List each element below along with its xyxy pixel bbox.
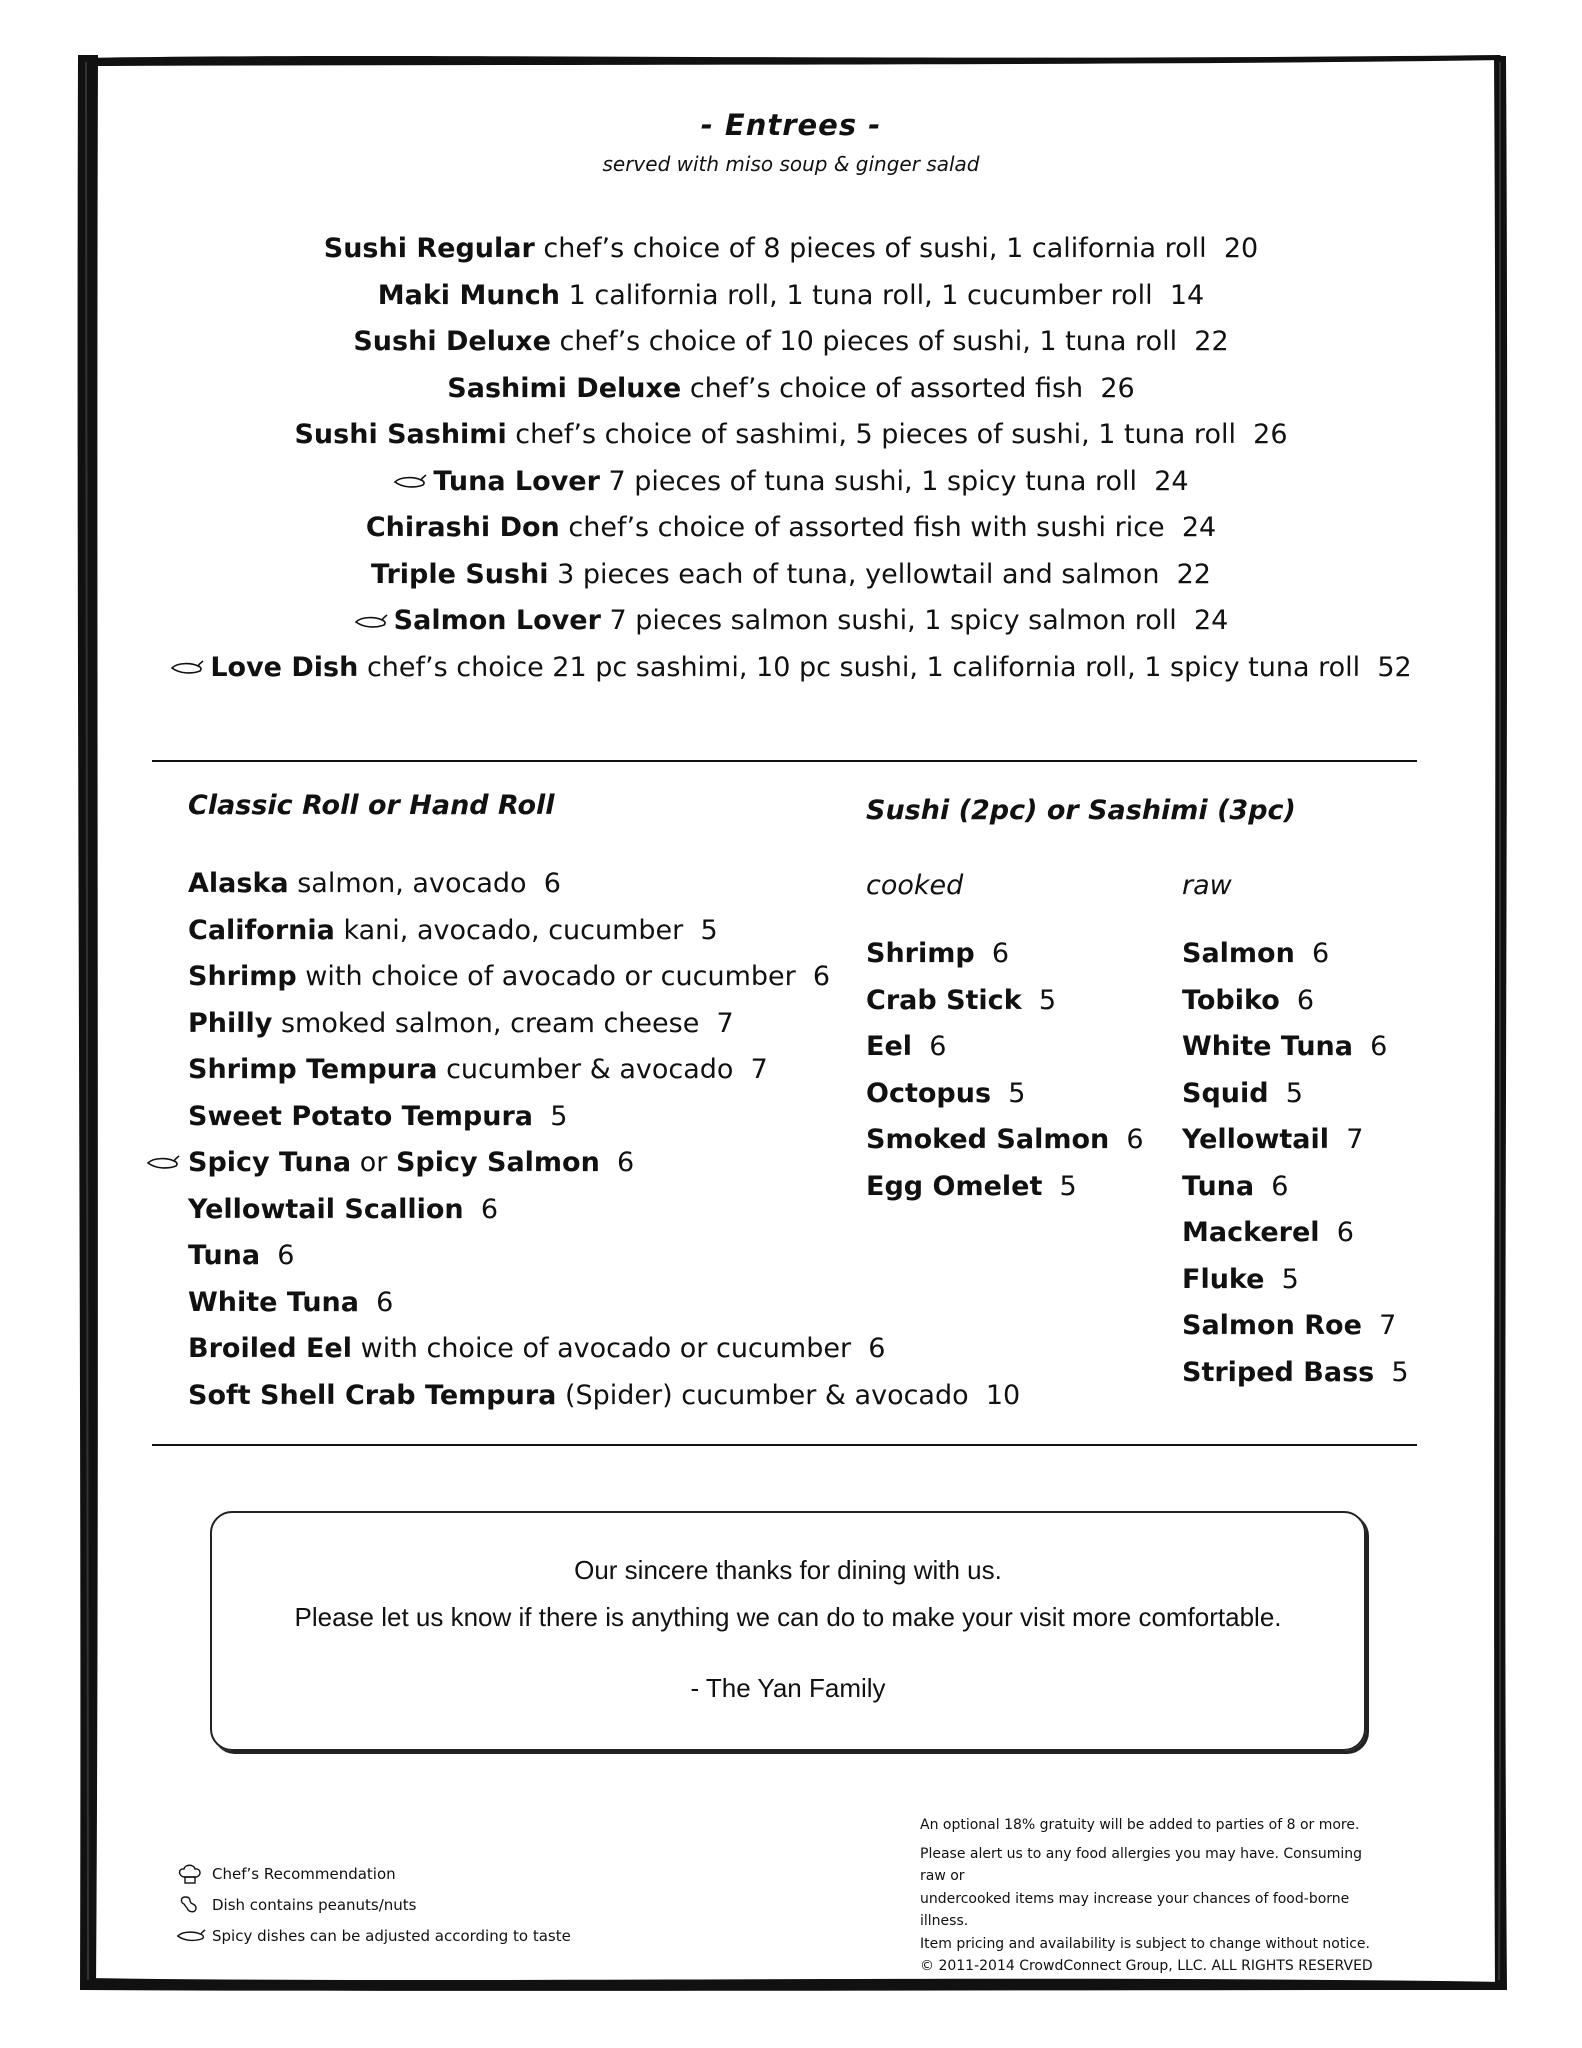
item-name: Yellowtail — [1182, 1124, 1330, 1155]
entree-desc: 3 pieces each of tuna, yellowtail and salmon — [557, 558, 1160, 590]
entree-desc: 1 california roll, 1 tuna roll, 1 cucumber roll — [568, 279, 1153, 311]
entree-price: 22 — [1176, 558, 1211, 590]
item-price: 7 — [1346, 1124, 1364, 1155]
roll-desc: salmon, avocado — [297, 868, 527, 899]
roll-desc: smoked salmon, cream cheese — [280, 1007, 700, 1039]
legend-label: Dish contains peanuts/nuts — [212, 1895, 417, 1914]
list-item — [1182, 1117, 1409, 1164]
entree-desc: chef’s choice 21 pc sashimi, 10 pc sushi, 1 california roll, 1 spicy tuna roll — [366, 651, 1361, 683]
legend-item — [176, 1889, 571, 1920]
roll-name: Philly — [188, 1007, 273, 1039]
roll-price: 6 — [617, 1147, 635, 1178]
entree-name: Triple Sushi — [371, 558, 549, 590]
entree-price: 24 — [1193, 605, 1229, 636]
roll-name-alt: Spicy Salmon — [395, 1147, 600, 1178]
roll-name: Shrimp Tempura — [188, 1054, 438, 1085]
thanks-line-1: Our sincere thanks for dining with us. — [574, 1555, 1002, 1585]
entree-price: 14 — [1169, 279, 1205, 311]
roll-desc: with choice of avocado or cucumber — [305, 961, 796, 992]
item-price: 5 — [1059, 1170, 1077, 1202]
chili-pepper-icon — [176, 1925, 206, 1947]
cooked-list — [866, 931, 1144, 1210]
entree-name: Sushi Regular — [323, 233, 535, 264]
entree-desc: chef’s choice of 10 pieces of sushi, 1 tuna roll — [559, 326, 1178, 357]
cooked-heading: cooked — [866, 870, 964, 901]
item-name: Salmon — [1182, 938, 1295, 969]
allergy-note-line: undercooked items may increase your chances of food-borne illness. — [920, 1890, 1350, 1929]
entree-desc: chef’s choice of sashimi, 5 pieces of sushi, 1 tuna roll — [515, 419, 1236, 450]
item-price: 5 — [1391, 1356, 1409, 1388]
entree-name: Sashimi Deluxe — [447, 372, 682, 404]
list-item — [866, 1024, 1144, 1071]
entree-list — [0, 226, 1582, 691]
roll-price: 6 — [868, 1333, 886, 1364]
entree-price: 52 — [1377, 651, 1412, 683]
entree-price: 24 — [1154, 465, 1189, 497]
item-name: Salmon Roe — [1182, 1310, 1362, 1341]
list-item — [0, 598, 1582, 645]
entree-name: Tuna Lover — [433, 465, 600, 497]
item-name: Shrimp — [866, 938, 975, 969]
raw-list — [1182, 931, 1409, 1396]
roll-desc: (Spider) cucumber & avocado — [564, 1379, 969, 1411]
list-item — [188, 1280, 1020, 1327]
roll-desc: kani, avocado, cucumber — [343, 914, 684, 946]
list-item — [0, 459, 1582, 506]
pricing-note: Item pricing and availability is subject to change without notice. — [920, 1935, 1370, 1952]
list-item — [1182, 978, 1409, 1025]
item-price: 6 — [1312, 938, 1330, 969]
list-item — [1182, 1257, 1409, 1304]
chef-hat-icon — [176, 1863, 206, 1885]
allergy-note-line: Please alert us to any food allergies you may have. Consuming raw or — [920, 1845, 1363, 1884]
item-price: 6 — [1126, 1124, 1144, 1155]
footer-notes — [920, 1814, 1390, 1978]
item-price: 6 — [1336, 1217, 1354, 1248]
roll-price: 7 — [716, 1007, 734, 1039]
entree-price: 26 — [1253, 419, 1288, 450]
thanks-box — [210, 1511, 1366, 1751]
entree-name: Chirashi Don — [365, 512, 560, 543]
entree-name: Love Dish — [210, 651, 359, 683]
item-price: 5 — [1038, 984, 1057, 1016]
list-item — [0, 226, 1582, 273]
list-item — [1182, 1071, 1409, 1118]
peanut-icon — [176, 1894, 206, 1916]
list-item — [0, 552, 1582, 599]
list-item — [866, 931, 1144, 978]
roll-name: Alaska — [188, 868, 289, 899]
divider — [152, 1444, 1417, 1446]
item-name: Tuna — [1182, 1170, 1255, 1202]
entree-name: Sushi Deluxe — [353, 326, 551, 357]
item-name: Octopus — [866, 1077, 992, 1109]
roll-price: 6 — [277, 1240, 295, 1271]
roll-price: 6 — [480, 1193, 498, 1225]
item-price: 5 — [1285, 1077, 1303, 1109]
item-name: Fluke — [1182, 1263, 1265, 1295]
entree-desc: chef’s choice of 8 pieces of sushi, 1 california roll — [543, 233, 1207, 264]
roll-name: Sweet Potato Tempura — [188, 1100, 534, 1132]
list-item — [1182, 1210, 1409, 1257]
roll-name: White Tuna — [188, 1286, 359, 1318]
roll-name: Shrimp — [188, 961, 297, 992]
roll-price: 7 — [750, 1054, 768, 1085]
item-name: Eel — [866, 1031, 913, 1062]
item-name: Striped Bass — [1182, 1356, 1375, 1388]
list-item — [0, 505, 1582, 552]
item-name: Tobiko — [1182, 984, 1280, 1016]
list-item — [866, 1071, 1144, 1118]
entree-price: 26 — [1100, 372, 1135, 404]
copyright: © 2011-2014 CrowdConnect Group, LLC. ALL RIGHTS RESERVED — [920, 1958, 1373, 1974]
roll-name: Broiled Eel — [188, 1333, 353, 1364]
list-item — [188, 1373, 1020, 1420]
item-price: 6 — [929, 1031, 947, 1062]
item-price: 6 — [1296, 984, 1315, 1016]
list-item — [188, 1326, 1020, 1373]
roll-desc: with choice of avocado or cucumber — [360, 1333, 852, 1364]
item-name: Egg Omelet — [866, 1170, 1043, 1202]
list-item — [0, 412, 1582, 459]
thanks-line-2: Please let us know if there is anything we can do to make your visit more comfortable. — [294, 1602, 1282, 1632]
roll-desc: cucumber & avocado — [446, 1054, 734, 1085]
entrees-subtitle: served with miso soup & ginger salad — [602, 152, 980, 176]
roll-name: Tuna — [188, 1240, 261, 1271]
list-item — [0, 645, 1582, 692]
roll-price: 6 — [376, 1286, 394, 1318]
roll-price: 5 — [550, 1100, 568, 1132]
entree-desc: chef’s choice of assorted fish with sushi rice — [568, 512, 1165, 543]
roll-price: 6 — [812, 961, 831, 992]
list-item — [1182, 1350, 1409, 1397]
item-name: Mackerel — [1182, 1217, 1320, 1248]
item-price: 7 — [1379, 1310, 1397, 1341]
divider — [152, 760, 1417, 762]
roll-name: Yellowtail Scallion — [188, 1193, 464, 1225]
item-price: 6 — [1271, 1170, 1289, 1202]
entree-price: 24 — [1181, 512, 1217, 543]
chili-pepper-icon — [393, 473, 427, 491]
roll-name: California — [188, 914, 335, 946]
rolls-heading: Classic Roll or Hand Roll — [188, 790, 555, 821]
entree-desc: chef’s choice of assorted fish — [689, 372, 1084, 404]
list-item — [0, 366, 1582, 413]
legend-item — [176, 1858, 571, 1889]
roll-name: Spicy Tuna — [188, 1147, 352, 1178]
entree-name: Maki Munch — [377, 279, 561, 311]
item-price: 6 — [1370, 1031, 1388, 1062]
item-name: White Tuna — [1182, 1031, 1353, 1062]
entree-desc: 7 pieces of tuna sushi, 1 spicy tuna roll — [608, 465, 1138, 497]
chili-pepper-icon — [354, 613, 388, 631]
list-item — [188, 1233, 1020, 1280]
roll-price: 10 — [985, 1379, 1021, 1411]
list-item — [0, 319, 1582, 366]
list-item — [1182, 1024, 1409, 1071]
item-name: Squid — [1182, 1077, 1269, 1109]
entrees-title: - Entrees - — [700, 108, 882, 142]
list-item — [866, 1164, 1144, 1211]
roll-name: Soft Shell Crab Tempura — [188, 1379, 557, 1411]
list-item — [1182, 931, 1409, 978]
entree-price: 22 — [1194, 326, 1229, 357]
chili-pepper-icon — [146, 1154, 180, 1172]
chili-pepper-icon — [170, 659, 204, 677]
list-item — [1182, 1303, 1409, 1350]
item-price: 5 — [1281, 1263, 1299, 1295]
roll-price: 5 — [700, 914, 718, 946]
list-item — [866, 1117, 1144, 1164]
list-item — [0, 273, 1582, 320]
legend-label: Chef’s Recommendation — [212, 1864, 396, 1883]
thanks-signature: - The Yan Family — [690, 1673, 886, 1703]
roll-connector: or — [359, 1147, 388, 1178]
list-item — [1182, 1164, 1409, 1211]
raw-heading: raw — [1182, 870, 1232, 901]
entree-price: 20 — [1223, 233, 1259, 264]
legend-item — [176, 1920, 571, 1951]
legend — [176, 1858, 571, 1951]
item-name: Crab Stick — [866, 984, 1022, 1016]
item-name: Smoked Salmon — [866, 1124, 1110, 1155]
gratuity-note: An optional 18% gratuity will be added to parties of 8 or more. — [920, 1817, 1360, 1833]
entree-name: Salmon Lover — [393, 605, 601, 636]
roll-price: 6 — [543, 868, 561, 899]
sushi-heading: Sushi (2pc) or Sashimi (3pc) — [866, 795, 1296, 826]
entree-name: Sushi Sashimi — [294, 419, 507, 450]
item-price: 5 — [1008, 1077, 1026, 1109]
list-item — [866, 978, 1144, 1025]
item-price: 6 — [991, 938, 1010, 969]
entree-desc: 7 pieces salmon sushi, 1 spicy salmon roll — [609, 605, 1177, 636]
legend-label: Spicy dishes can be adjusted according to taste — [212, 1926, 571, 1945]
